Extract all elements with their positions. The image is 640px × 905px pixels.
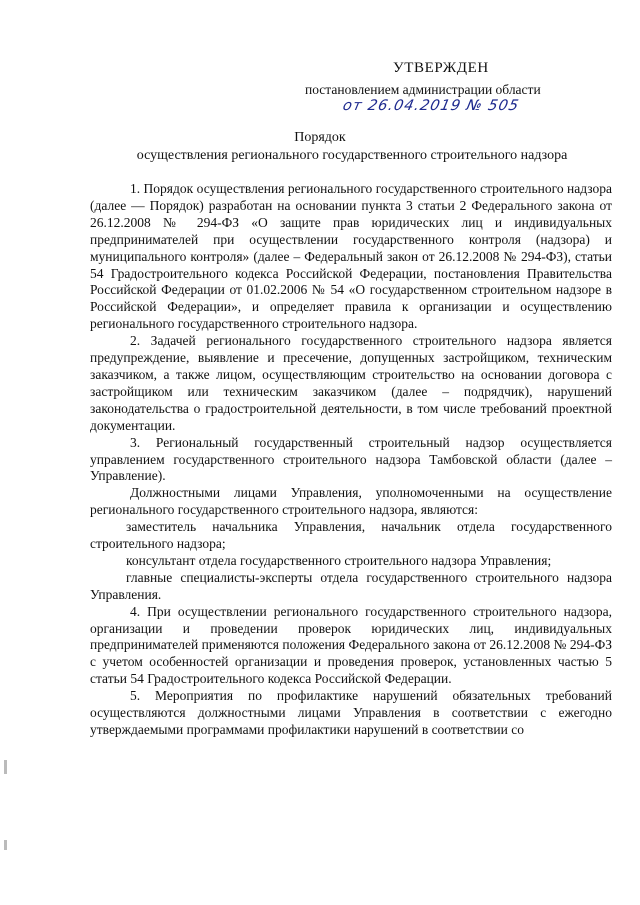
paragraph-4: 4. При осуществлении регионального государственного строительного надзора, организации и проведении проверок юридических лиц, индивидуальных предпринимателей применяются положения Федерального закона от 26.12.2008 № 294-ФЗ с учетом особенностей организации и проведения проверок, установленных частью 5 статьи 54 Градостроительного кодекса Российской Федерации.: [90, 603, 612, 687]
paragraph-2: 2. Задачей регионального государственного строительного надзора является предупреждение, выявление и пресечение, допущенных застройщиком, техническим заказчиком, а также лицом, осуществляющим строительство на основании договора с застройщиком или техническим заказчиком (далее – подрядчик), нарушений законодательства о градостроительной деятельности, в том числе требований проектной документации.: [90, 333, 612, 433]
document-title: Порядок: [294, 130, 346, 145]
margin-mark: [4, 840, 7, 850]
margin-mark: [4, 760, 7, 774]
official-item-2: консультант отдела государственного строительного надзора Управления;: [126, 552, 552, 568]
paragraph-officials: Должностными лицами Управления, уполномоченными на осуществление регионального государственного строительного надзора, являются:: [90, 485, 612, 518]
official-item-1: заместитель начальника Управления, начальник отдела государственного строительного надзора;: [90, 519, 612, 552]
handwritten-date-number: от 26.04.2019 № 505: [341, 98, 521, 114]
document-body: [90, 181, 612, 739]
paragraph-5: 5. Мероприятия по профилактике нарушений обязательных требований осуществляются должностными лицами Управления в соответствии с ежегодно утверждаемыми программами профилактики нарушений в соответствии со: [90, 688, 612, 737]
approval-title: УТВЕРЖДЕН: [393, 60, 489, 76]
paragraph-3: 3. Региональный государственный строительный надзор осуществляется управлением государственного строительного надзора Тамбовской области (далее – Управление).: [90, 434, 612, 484]
official-item-3: главные специалисты-эксперты отдела государственного строительного надзора Управления.: [90, 569, 612, 602]
approval-by: постановлением администрации области: [305, 82, 541, 97]
paragraph-1: 1. Порядок осуществления регионального государственного строительного надзора (далее — Порядок) разработан на основании пункта 3 статьи 2 Федерального закона от 26.12.2008 № 294-ФЗ «О защите прав юридических лиц и индивидуальных предпринимателей при осуществлении государственного контроля (надзора) и муниципального контроля» (далее – Федеральный закон от 26.12.2008 № 294-ФЗ), статьи 54 Градостроительного кодекса Российской Федерации, постановления Правительства Российской Федерации от 01.02.2006 № 54 «О государственном строительном надзоре в Российской Федерации», и определяет правила к организации и осуществлению регионального государственного строительного надзора.: [90, 181, 612, 332]
document-subtitle: осуществления регионального государственного строительного надзора: [136, 148, 568, 163]
